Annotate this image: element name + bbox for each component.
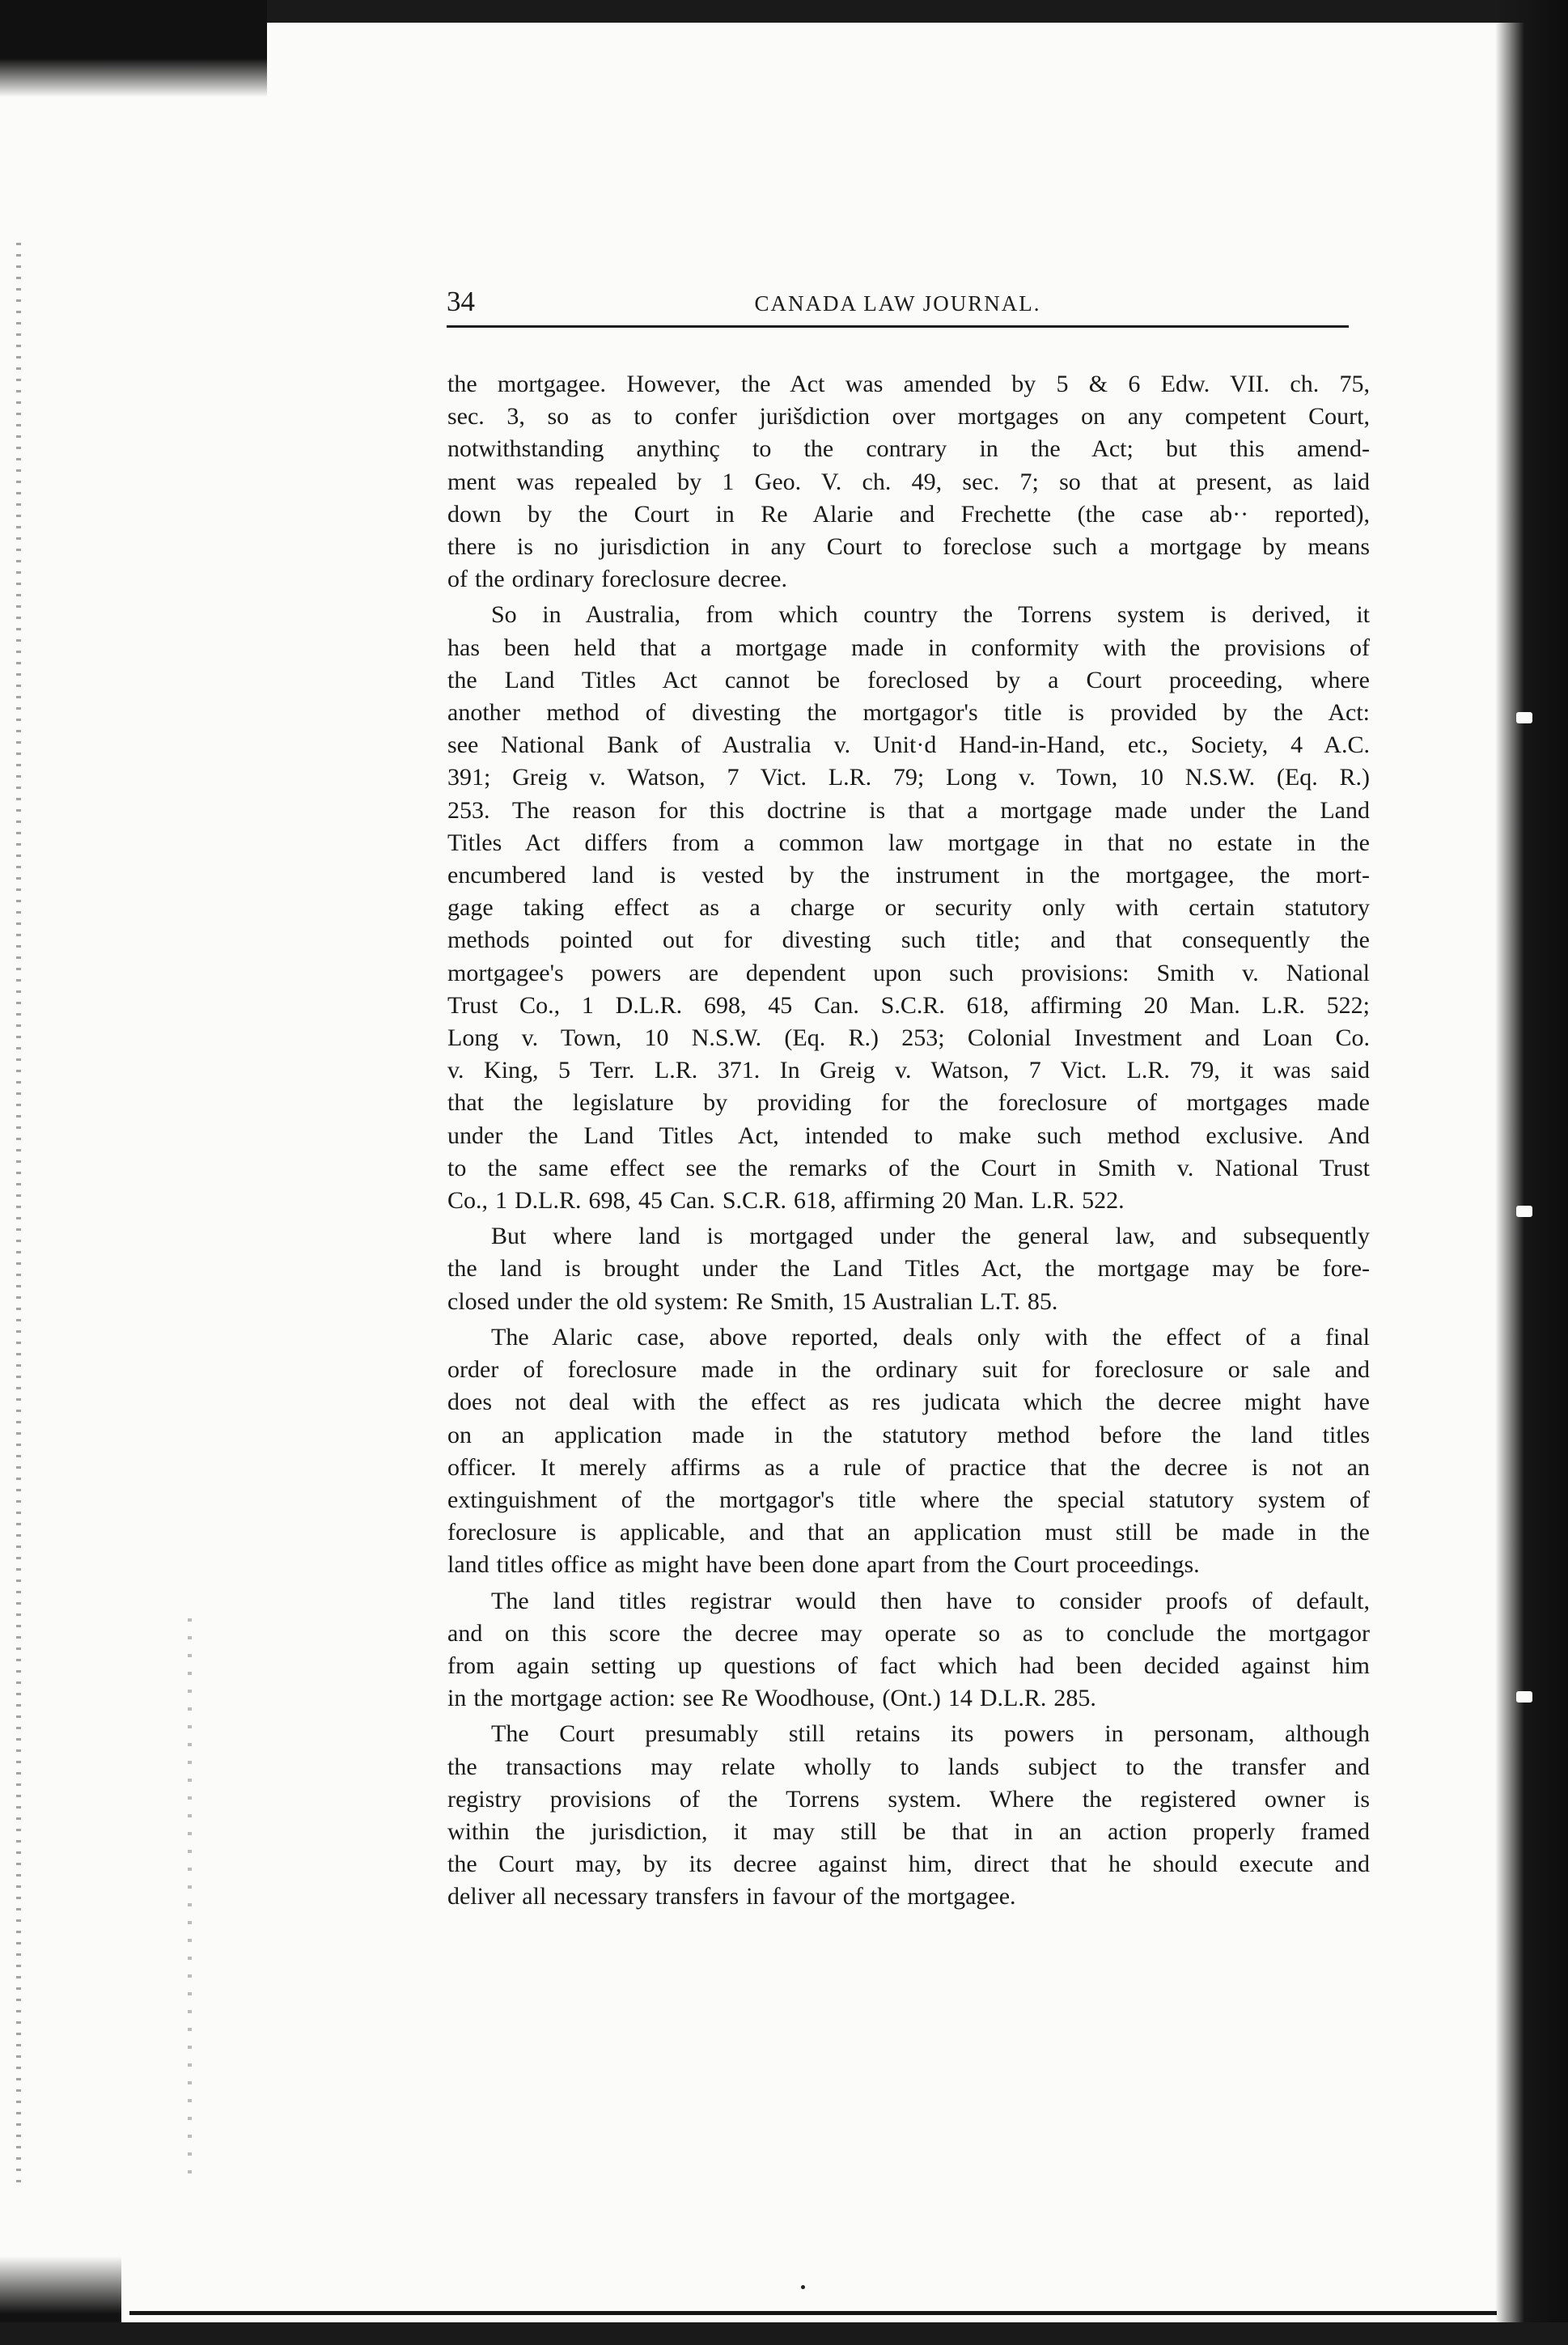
scan-mark bbox=[1516, 712, 1532, 723]
header-rule bbox=[447, 325, 1349, 328]
text-line: But where land is mortgaged under the general law, and subsequently bbox=[491, 1223, 1370, 1250]
text-line: ment was repealed by 1 Geo. V. ch. 49, sec. 7; so that at present, as laid bbox=[447, 468, 1370, 495]
scan-mark bbox=[1516, 1691, 1532, 1703]
paragraph bbox=[447, 1220, 1370, 1318]
text-line: that the legislature by providing for the foreclosure of mortgages made bbox=[447, 1089, 1370, 1117]
paragraph bbox=[447, 599, 1370, 1217]
text-line: on an application made in the statutory method before the land titles bbox=[447, 1421, 1370, 1448]
scan-edge-right bbox=[1495, 0, 1568, 2345]
text-line: the transactions may relate wholly to lands subject to the transfer and bbox=[447, 1753, 1370, 1780]
text-line: down by the Court in Re Alarie and Frechette (the case ab·· reported), bbox=[447, 500, 1370, 528]
paragraph bbox=[447, 1585, 1370, 1715]
text-line: 391; Greig v. Watson, 7 Vict. L.R. 79; Long v. Town, 10 N.S.W. (Eq. R.) bbox=[447, 764, 1370, 791]
text-line: extinguishment of the mortgagor's title where the special statutory system of bbox=[447, 1486, 1370, 1513]
scan-bottom-rule bbox=[129, 2311, 1497, 2315]
scan-binding-speckle bbox=[16, 243, 21, 2185]
text-line: has been held that a mortgage made in conformity with the provisions of bbox=[447, 634, 1370, 661]
scan-corner-top-left bbox=[0, 0, 267, 97]
page-speck bbox=[801, 2285, 805, 2289]
text-line: v. King, 5 Terr. L.R. 371. In Greig v. Watson, 7 Vict. L.R. 79, it was said bbox=[447, 1057, 1370, 1084]
text-line: the land is brought under the Land Titles Act, the mortgage may be fore- bbox=[447, 1255, 1370, 1283]
scan-binding-speckle bbox=[188, 1618, 192, 2185]
text-line: within the jurisdiction, it may still be that in an action properly framed bbox=[447, 1817, 1370, 1845]
text-line: So in Australia, from which country the Torrens system is derived, it bbox=[491, 601, 1370, 629]
paragraph bbox=[447, 1321, 1370, 1582]
text-line: The Court presumably still retains its powers in personam, although bbox=[491, 1720, 1370, 1748]
text-line: under the Land Titles Act, intended to make such method exclusive. And bbox=[447, 1122, 1370, 1149]
text-line: methods pointed out for divesting such title; and that consequently the bbox=[447, 927, 1370, 954]
text-line: The Alaric case, above reported, deals only with the effect of a final bbox=[491, 1323, 1370, 1351]
text-line: closed under the old system: Re Smith, 15 Australian L.T. 85. bbox=[447, 1287, 1058, 1315]
text-line: there is no jurisdiction in any Court to foreclose such a mortgage by means bbox=[447, 533, 1370, 561]
scan-edge-bottom bbox=[0, 2322, 1568, 2345]
article-body bbox=[447, 368, 1370, 1917]
page-number: 34 bbox=[447, 286, 475, 317]
text-line: The land titles registrar would then have to consider proofs of default, bbox=[491, 1587, 1370, 1614]
running-head bbox=[447, 286, 1349, 317]
text-line: another method of divesting the mortgagor's title is provided by the Act: bbox=[447, 699, 1370, 727]
text-line: from again setting up questions of fact which had been decided against him bbox=[447, 1652, 1370, 1679]
text-line: encumbered land is vested by the instrument in the mortgagee, the mort- bbox=[447, 862, 1370, 889]
paragraph bbox=[447, 368, 1370, 596]
text-line: the Land Titles Act cannot be foreclosed by a Court proceeding, where bbox=[447, 666, 1370, 693]
text-line: mortgagee's powers are dependent upon such provisions: Smith v. National bbox=[447, 959, 1370, 986]
text-line: land titles office as might have been done apart from the Court proceedings. bbox=[447, 1551, 1200, 1579]
text-line: registry provisions of the Torrens system. Where the registered owner is bbox=[447, 1785, 1370, 1813]
text-line: 253. The reason for this doctrine is that a mortgage made under the Land bbox=[447, 796, 1370, 824]
text-line: Long v. Town, 10 N.S.W. (Eq. R.) 253; Colonial Investment and Loan Co. bbox=[447, 1024, 1370, 1052]
text-line: Trust Co., 1 D.L.R. 698, 45 Can. S.C.R. 618, affirming 20 Man. L.R. 522; bbox=[447, 991, 1370, 1019]
text-line: foreclosure is applicable, and that an application must still be made in the bbox=[447, 1519, 1370, 1546]
text-line: of the ordinary foreclosure decree. bbox=[447, 566, 787, 593]
journal-title: CANADA LAW JOURNAL. bbox=[754, 291, 1041, 316]
text-line: deliver all necessary transfers in favour of the mortgagee. bbox=[447, 1883, 1016, 1910]
text-line: to the same effect see the remarks of the Court in Smith v. National Trust bbox=[447, 1154, 1370, 1181]
text-line: does not deal with the effect as res judicata which the decree might have bbox=[447, 1389, 1370, 1416]
text-line: Titles Act differs from a common law mortgage in that no estate in the bbox=[447, 829, 1370, 856]
text-line: and on this score the decree may operate so as to conclude the mortgagor bbox=[447, 1619, 1370, 1647]
text-line: Co., 1 D.L.R. 698, 45 Can. S.C.R. 618, affirming 20 Man. L.R. 522. bbox=[447, 1187, 1125, 1215]
text-line: the Court may, by its decree against him, direct that he should execute and bbox=[447, 1851, 1370, 1878]
paragraph bbox=[447, 1718, 1370, 1913]
scan-mark bbox=[1516, 1206, 1532, 1217]
text-line: officer. It merely affirms as a rule of practice that the decree is not an bbox=[447, 1453, 1370, 1481]
text-line: notwithstanding anythinç to the contrary in the Act; but this amend- bbox=[447, 435, 1370, 463]
text-line: in the mortgage action: see Re Woodhouse, (Ont.) 14 D.L.R. 285. bbox=[447, 1685, 1096, 1712]
text-line: sec. 3, so as to confer jurišdiction over mortgages on any competent Court, bbox=[447, 403, 1370, 430]
text-line: the mortgagee. However, the Act was amended by 5 & 6 Edw. VII. ch. 75, bbox=[447, 371, 1370, 397]
text-line: see National Bank of Australia v. Unit·d Hand-in-Hand, etc., Society, 4 A.C. bbox=[447, 731, 1370, 759]
text-line: gage taking effect as a charge or security only with certain statutory bbox=[447, 894, 1370, 922]
text-line: order of foreclosure made in the ordinary suit for foreclosure or sale and bbox=[447, 1356, 1370, 1384]
